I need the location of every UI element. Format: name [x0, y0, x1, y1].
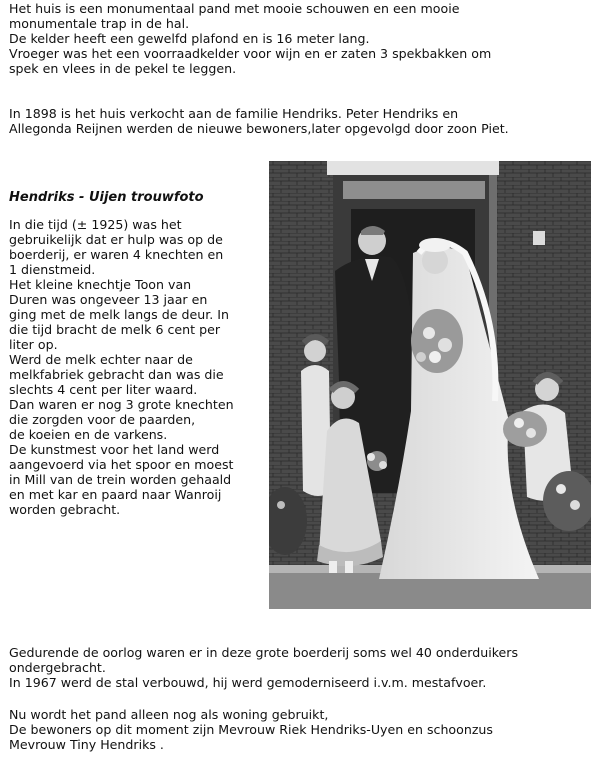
text-line: die zorgden voor de paarden, [9, 412, 196, 427]
current-residents-paragraph [9, 707, 493, 752]
text-line: in Mill van de trein worden gehaald [9, 472, 232, 487]
text-line: monumentale trap in de hal. [9, 16, 190, 31]
caption-paragraph [9, 217, 234, 517]
text-line: aangevoerd via het spoor en moest [9, 457, 234, 472]
text-line: melkfabriek gebracht dan was die [9, 367, 224, 382]
text-line: Dan waren er nog 3 grote knechten [9, 397, 234, 412]
text-line: De kelder heeft een gewelfd plafond en is 16 meter lang. [9, 31, 370, 46]
text-line: Werd de melk echter naar de [9, 352, 193, 367]
text-line: gebruikelijk dat er hulp was op de [9, 232, 223, 247]
text-line: spek en vlees in de pekel te leggen. [9, 61, 237, 76]
text-line: Allegonda Reijnen werden de nieuwe bewoners,later opgevolgd door zoon Piet. [9, 121, 509, 136]
text-line: boerderij, er waren 4 knechten en [9, 247, 224, 262]
text-line: ging met de melk langs de deur. In [9, 307, 229, 322]
text-line: worden gebracht. [9, 502, 121, 517]
history-paragraph [9, 106, 509, 136]
text-line: Vroeger was het een voorraadkelder voor wijn en er zaten 3 spekbakken om [9, 46, 492, 61]
text-line: In die tijd (± 1925) was het [9, 217, 182, 232]
text-line: De kunstmest voor het land werd [9, 442, 220, 457]
photo-caption-title: Hendriks - Uijen trouwfoto [9, 190, 204, 205]
text-line: Mevrouw Tiny Hendriks . [9, 737, 164, 752]
text-line: en met kar en paard naar Wanroij [9, 487, 222, 502]
text-line: Duren was ongeveer 13 jaar en [9, 292, 208, 307]
text-line: Het huis is een monumentaal pand met mooie schouwen en een mooie [9, 1, 460, 16]
wedding-photo [269, 161, 591, 609]
text-line: Nu wordt het pand alleen nog als woning gebruikt, [9, 707, 329, 722]
text-line: De bewoners op dit moment zijn Mevrouw Riek Hendriks-Uyen en schoonzus [9, 722, 493, 737]
text-line: ondergebracht. [9, 660, 106, 675]
text-line: In 1898 is het huis verkocht aan de familie Hendriks. Peter Hendriks en [9, 106, 459, 121]
text-line: Gedurende de oorlog waren er in deze grote boerderij soms wel 40 onderduikers [9, 645, 519, 660]
wedding-photo-illustration [269, 161, 591, 609]
text-line: In 1967 werd de stal verbouwd, hij werd gemoderniseerd i.v.m. mestafvoer. [9, 675, 487, 690]
text-line: slechts 4 cent per liter waard. [9, 382, 198, 397]
text-line: die tijd bracht de melk 6 cent per [9, 322, 221, 337]
war-paragraph [9, 645, 518, 690]
text-line: 1 dienstmeid. [9, 262, 96, 277]
text-line: liter op. [9, 337, 58, 352]
text-line: Het kleine knechtje Toon van [9, 277, 192, 292]
text-line: de koeien en de varkens. [9, 427, 168, 442]
intro-paragraph [9, 1, 491, 76]
